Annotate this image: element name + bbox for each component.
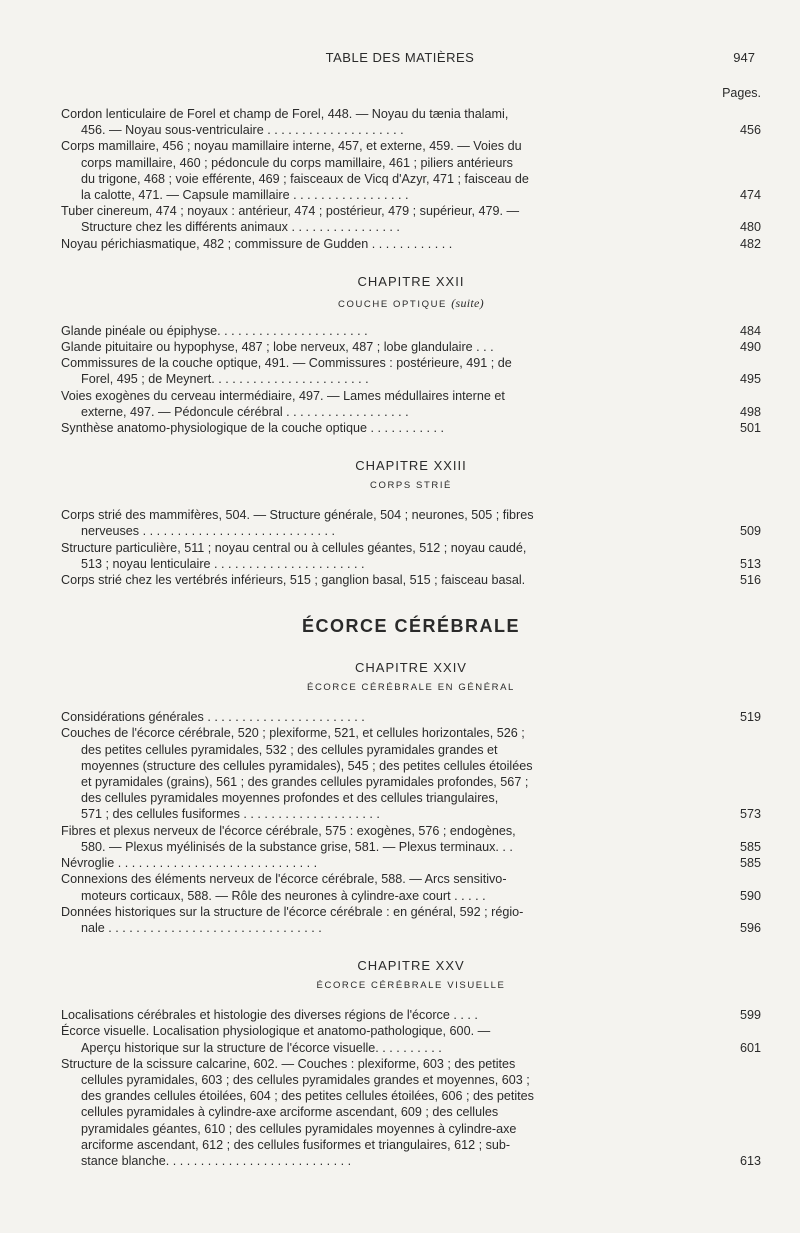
toc-entry-page: 484 xyxy=(739,323,761,338)
toc-entry xyxy=(61,388,761,420)
toc-entry-line: Corps mamillaire, 456 ; noyau mamillaire interne, 457, et externe, 459. — Voies du xyxy=(61,139,522,154)
toc-entry-line: 456. — Noyau sous-ventriculaire . . . . . . . . . . . . . . . . . . . . xyxy=(81,123,404,138)
toc-entry xyxy=(61,904,761,936)
chapter-title: CHAPITRE XXIV xyxy=(355,660,467,676)
toc-entry-line: 513 ; noyau lenticulaire . . . . . . . . . . . . . . . . . . . . . . xyxy=(81,556,365,571)
toc-entry-page: 590 xyxy=(739,888,761,903)
chapter-title: CHAPITRE XXII xyxy=(357,273,465,289)
toc-entry-line: Forel, 495 ; de Meynert. . . . . . . . . . . . . . . . . . . . . . . xyxy=(81,372,369,387)
toc-entry-line: moteurs corticaux, 588. — Rôle des neurones à cylindre-axe court . . . . . xyxy=(81,888,486,903)
toc-entry-page: 509 xyxy=(739,524,761,539)
toc-entry-page: 573 xyxy=(739,807,761,822)
chapter-subtitle xyxy=(61,980,761,993)
toc-entry-line: corps mamillaire, 460 ; pédoncule du corps mamillaire, 461 ; piliers antérieurs xyxy=(81,155,513,170)
toc-entry-line: la calotte, 471. — Capsule mamillaire . . . . . . . . . . . . . . . . . xyxy=(81,188,409,203)
toc-entry-page: 519 xyxy=(739,710,761,725)
toc-entry xyxy=(61,855,761,871)
toc-entry xyxy=(61,339,761,355)
chapter-subtitle-text: ÉCORCE CÉRÉBRALE EN GÉNÉRAL xyxy=(307,682,515,694)
toc-entry-line: Connexions des éléments nerveux de l'écorce cérébrale, 588. — Arcs sensitivo- xyxy=(61,872,507,887)
toc-entry-line: Écorce visuelle. Localisation physiologique et anatomo-pathologique, 600. — xyxy=(61,1024,491,1039)
toc-entry-line: Structure de la scissure calcarine, 602. — Couches : plexiforme, 603 ; des petites xyxy=(61,1056,516,1071)
toc-entry-page: 585 xyxy=(739,839,761,854)
toc-entry xyxy=(61,203,761,235)
toc-entry-line: des cellules pyramidales moyennes profondes et des cellules triangulaires, xyxy=(81,791,499,806)
toc-entry-line: moyennes (structure des cellules pyramidales), 545 ; des petites cellules étoilées xyxy=(81,758,533,773)
section-gap xyxy=(61,993,761,1007)
chapter-title: CHAPITRE XXIII xyxy=(355,458,467,474)
toc-entry-page: 501 xyxy=(739,421,761,436)
toc-entry xyxy=(61,138,761,203)
chapter-subtitle xyxy=(61,296,761,309)
section-gap xyxy=(61,695,761,709)
toc-entry-line: nerveuses . . . . . . . . . . . . . . . . . . . . . . . . . . . . xyxy=(81,524,336,539)
toc-entry xyxy=(61,572,761,588)
toc-entry xyxy=(61,871,761,903)
toc-entry-line: et pyramidales (grains), 561 ; des grandes cellules pyramidales profondes, 567 ; xyxy=(81,775,529,790)
toc-entry-line: nale . . . . . . . . . . . . . . . . . . . . . . . . . . . . . . . xyxy=(81,920,322,935)
toc-entry-line: Fibres et plexus nerveux de l'écorce cérébrale, 575 : exogènes, 576 ; endogènes, xyxy=(61,823,516,838)
section-gap xyxy=(61,493,761,507)
toc-entry-line: Cordon lenticulaire de Forel et champ de Forel, 448. — Noyau du tænia thalami, xyxy=(61,107,509,121)
toc-entry-line: Corps strié des mammifères, 504. — Structure générale, 504 ; neurones, 505 ; fibres xyxy=(61,508,534,523)
toc-entry-line: Glande pituitaire ou hypophyse, 487 ; lobe nerveux, 487 ; lobe glandulaire . . . xyxy=(61,340,494,355)
pages-column-label: Pages. xyxy=(722,86,761,100)
toc-entry xyxy=(61,323,761,339)
toc-entry-line: Données historiques sur la structure de l'écorce cérébrale : en général, 592 ; régio- xyxy=(61,904,524,919)
toc-entry xyxy=(61,709,761,725)
page-number: 947 xyxy=(733,50,755,65)
toc-entry xyxy=(61,106,761,138)
toc-entry-page: 482 xyxy=(739,236,761,251)
toc-entry-line: Glande pinéale ou épiphyse. . . . . . . . . . . . . . . . . . . . . . xyxy=(61,323,368,338)
chapter-subtitle-text: ÉCORCE CÉRÉBRALE VISUELLE xyxy=(316,980,506,992)
chapter-subtitle-text: COUCHE OPTIQUE xyxy=(338,298,447,310)
toc-entry-line: Localisations cérébrales et histologie des diverses régions de l'écorce . . . . xyxy=(61,1008,478,1023)
toc-entry-line: arciforme ascendant, 612 ; des cellules fusiformes et triangulaires, 612 ; sub- xyxy=(81,1137,511,1152)
toc-entry-page: 585 xyxy=(739,856,761,871)
toc-entry-page: 456 xyxy=(739,123,761,138)
table-of-contents xyxy=(61,86,761,1169)
toc-entry-page: 495 xyxy=(739,372,761,387)
toc-entry-line: externe, 497. — Pédoncule cérébral . . . . . . . . . . . . . . . . . . xyxy=(81,404,409,419)
part-heading: ÉCORCE CÉRÉBRALE xyxy=(301,616,521,637)
toc-entry-line: cellules pyramidales à cylindre-axe arciforme ascendant, 609 ; des cellules xyxy=(81,1105,499,1120)
toc-entry-page: 601 xyxy=(739,1040,761,1055)
toc-entry xyxy=(61,355,761,387)
toc-entry-line: 571 ; des cellules fusiformes . . . . . . . . . . . . . . . . . . . . xyxy=(81,807,380,822)
toc-entry-line: 580. — Plexus myélinisés de la substance grise, 581. — Plexus terminaux. . . xyxy=(81,839,513,854)
toc-entry-page: 596 xyxy=(739,920,761,935)
toc-entry-line: pyramidales géantes, 610 ; des cellules pyramidales moyennes à cylindre-axe xyxy=(81,1121,517,1136)
toc-entry-page: 613 xyxy=(739,1153,761,1168)
toc-entry-line: Commissures de la couche optique, 491. — Commissures : postérieure, 491 ; de xyxy=(61,356,512,371)
chapter-subtitle-suffix: (suite) xyxy=(451,295,484,310)
toc-entry-line: des petites cellules pyramidales, 532 ; des cellules pyramidales grandes et xyxy=(81,742,498,757)
toc-entry xyxy=(61,1007,761,1023)
toc-entry-line: Voies exogènes du cerveau intermédiaire, 497. — Lames médullaires interne et xyxy=(61,388,505,403)
chapter-title: CHAPITRE XXV xyxy=(357,958,465,974)
toc-entry-line: Couches de l'écorce cérébrale, 520 ; plexiforme, 521, et cellules horizontales, 526 ; xyxy=(61,726,525,741)
section-gap xyxy=(61,309,761,323)
toc-entry-line: du trigone, 468 ; voie efférente, 469 ; faisceaux de Vicq d'Azyr, 471 ; faisceau de xyxy=(81,171,529,186)
toc-entry-page: 490 xyxy=(739,340,761,355)
chapter-subtitle xyxy=(61,682,761,695)
toc-entry-line: Structure chez les différents animaux . . . . . . . . . . . . . . . . xyxy=(81,220,400,235)
chapter-subtitle xyxy=(61,480,761,493)
toc-entry-page: 599 xyxy=(739,1008,761,1023)
toc-entry-line: cellules pyramidales, 603 ; des cellules pyramidales grandes et moyennes, 603 ; xyxy=(81,1072,530,1087)
toc-entry xyxy=(61,823,761,855)
toc-entry xyxy=(61,540,761,572)
toc-entry-line: stance blanche. . . . . . . . . . . . . . . . . . . . . . . . . . . xyxy=(81,1153,352,1168)
toc-entry xyxy=(61,1056,761,1169)
toc-entry xyxy=(61,236,761,252)
toc-entry xyxy=(61,507,761,539)
toc-entry xyxy=(61,1023,761,1055)
toc-entry-page: 498 xyxy=(739,404,761,419)
toc-entry xyxy=(61,725,761,822)
toc-entry xyxy=(61,420,761,436)
chapter-subtitle-text: CORPS STRIÉ xyxy=(370,480,452,492)
toc-entry-line: Structure particulière, 511 ; noyau central ou à cellules géantes, 512 ; noyau caudé, xyxy=(61,540,527,555)
running-title: TABLE DES MATIÈRES xyxy=(325,50,475,65)
toc-entry-line: Synthèse anatomo-physiologique de la couche optique . . . . . . . . . . . xyxy=(61,421,444,436)
toc-entry-page: 480 xyxy=(739,220,761,235)
toc-entry-line: Névroglie . . . . . . . . . . . . . . . . . . . . . . . . . . . . . xyxy=(61,856,318,871)
toc-entry-line: des grandes cellules étoilées, 604 ; des petites cellules étoilées, 606 ; des petites xyxy=(81,1089,534,1104)
toc-entry-page: 513 xyxy=(739,556,761,571)
running-header xyxy=(0,50,800,70)
toc-entry-line: Aperçu historique sur la structure de l'écorce visuelle. . . . . . . . . . xyxy=(81,1040,442,1055)
toc-entry-page: 516 xyxy=(739,573,761,588)
toc-entry-line: Noyau périchiasmatique, 482 ; commissure de Gudden . . . . . . . . . . . . xyxy=(61,236,453,251)
toc-entry-page: 474 xyxy=(739,188,761,203)
toc-entry-line: Tuber cinereum, 474 ; noyaux : antérieur, 474 ; postérieur, 479 ; supérieur, 479. — xyxy=(61,204,520,219)
toc-entry-line: Corps strié chez les vertébrés inférieurs, 515 ; ganglion basal, 515 ; faisceau basal. xyxy=(61,573,526,588)
toc-entry-line: Considérations générales . . . . . . . . . . . . . . . . . . . . . . . xyxy=(61,710,365,725)
